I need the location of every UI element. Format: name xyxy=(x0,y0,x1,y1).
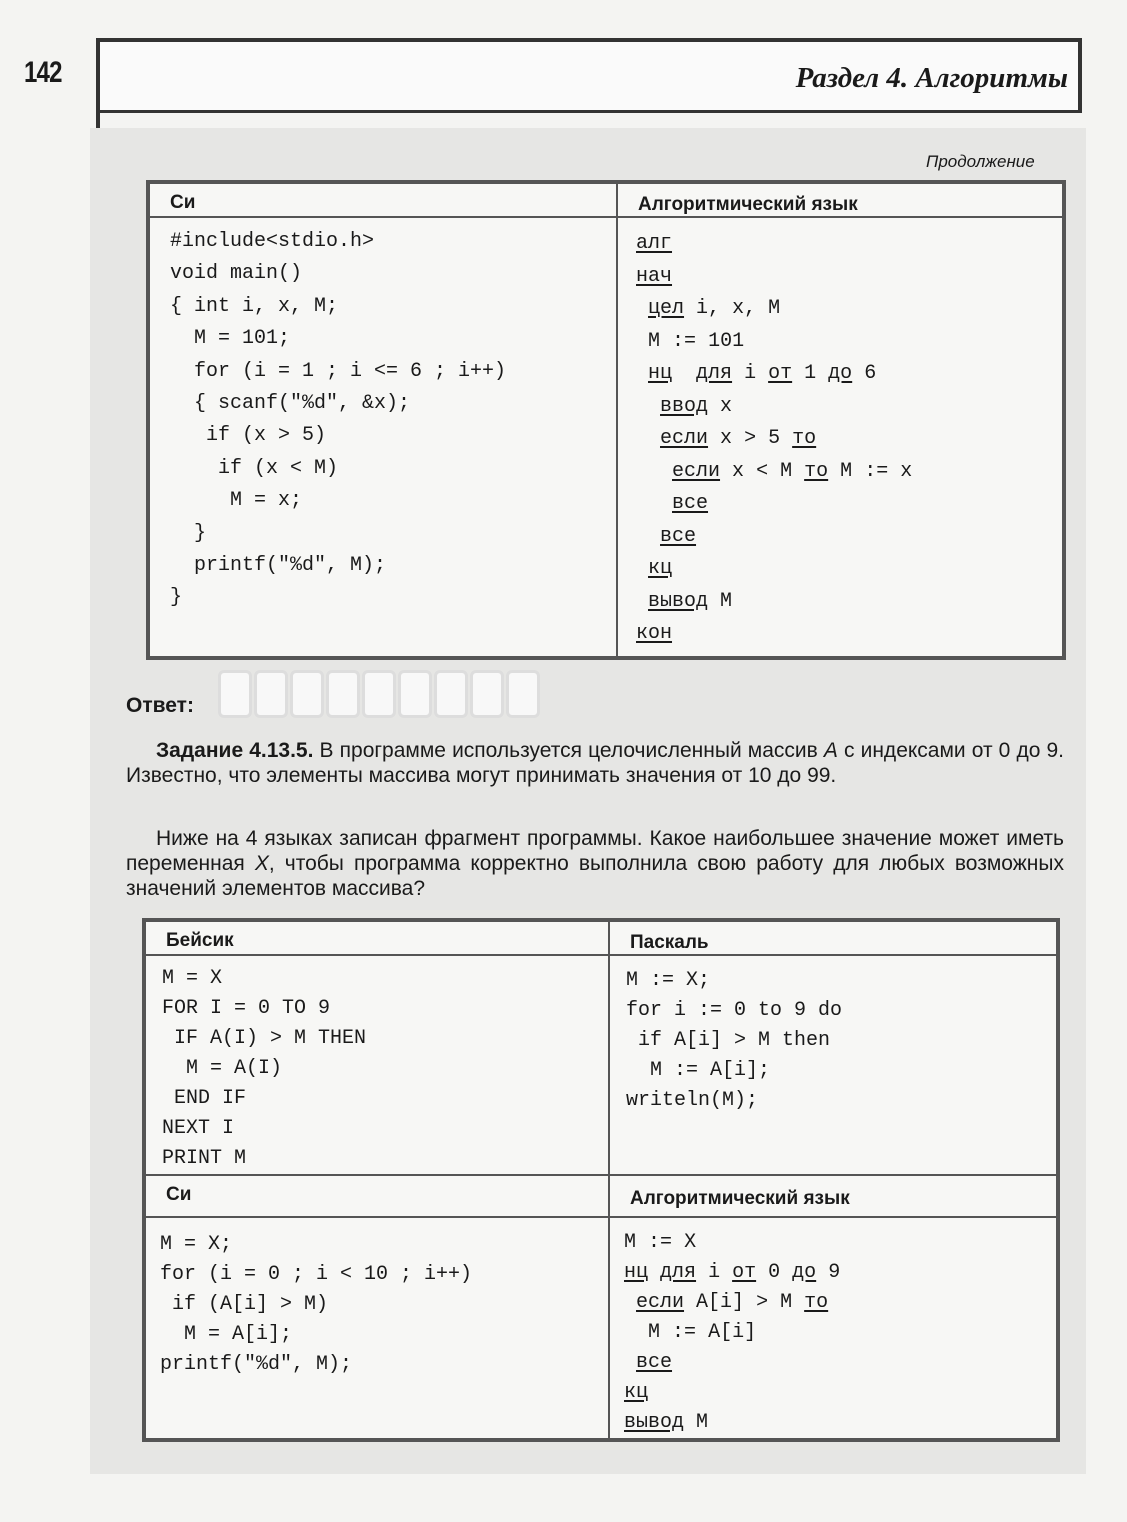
code-algorithmic-2 xyxy=(610,1218,1056,1438)
column-title-pascal: Паскаль xyxy=(630,932,709,953)
code-line: кц xyxy=(624,1381,649,1404)
code-line: M = A(I) xyxy=(162,1057,283,1080)
code-line: writeln(M); xyxy=(626,1089,759,1112)
code-line: M := 101 xyxy=(648,329,745,353)
code-line: PRINT M xyxy=(162,1147,247,1170)
code-line: for (i = 1 ; i <= 6 ; i++) xyxy=(170,359,507,383)
answer-input[interactable] xyxy=(218,670,542,718)
code-line: for (i = 0 ; i < 10 ; i++) xyxy=(160,1263,473,1286)
code-line: кц xyxy=(648,557,673,580)
code-line: нц для i от 0 до 9 xyxy=(624,1261,841,1284)
task-variable: A xyxy=(823,739,838,762)
task-paragraph-2 xyxy=(126,826,1064,901)
code-line: вывод M xyxy=(624,1411,709,1434)
code-line: нач xyxy=(636,264,673,288)
task-variable: X xyxy=(254,852,269,875)
code-line: M = X xyxy=(162,967,223,990)
answer-box[interactable] xyxy=(398,670,432,718)
code-line: если x < M то M := x xyxy=(672,459,913,483)
code-pascal xyxy=(610,956,1056,1116)
code-line: NEXT I xyxy=(162,1117,235,1140)
section-title: Раздел 4. Алгоритмы xyxy=(795,62,1068,94)
code-line: M := X xyxy=(624,1231,697,1254)
task-text: с индексами от 0 до 9. Известно, что элементы массива могут принимать значения от 10 до 99. xyxy=(126,739,1065,787)
code-line: если x > 5 то xyxy=(660,427,817,450)
code-line: нц для i от 1 до 6 xyxy=(648,362,877,385)
answer-box[interactable] xyxy=(254,670,288,718)
code-line: все xyxy=(672,492,709,515)
code-line: если A[i] > M то xyxy=(636,1291,829,1314)
code-line: printf("%d", M); xyxy=(160,1353,353,1376)
column-title-c: Си xyxy=(170,192,196,213)
code-algorithmic xyxy=(618,218,1062,651)
code-line: M := X; xyxy=(626,969,711,992)
program-table-1 xyxy=(146,180,1066,660)
answer-box[interactable] xyxy=(290,670,324,718)
code-line: все xyxy=(636,1351,673,1374)
code-line: { int i, x, M; xyxy=(170,294,339,318)
code-c xyxy=(150,218,616,615)
answer-box[interactable] xyxy=(326,670,360,718)
code-line: } xyxy=(170,521,207,545)
code-line: алг xyxy=(636,232,673,255)
code-line: M := A[i]; xyxy=(626,1059,771,1082)
code-line: void main() xyxy=(170,262,303,286)
code-line: #include<stdio.h> xyxy=(170,230,375,253)
column-title-algorithmic: Алгоритмический язык xyxy=(638,194,858,215)
column-title-algorithmic: Алгоритмический язык xyxy=(630,1188,850,1209)
column-title-basic: Бейсик xyxy=(166,930,234,951)
code-line: IF A(I) > M THEN xyxy=(162,1027,367,1050)
task-title: Задание 4.13.5. xyxy=(156,739,314,762)
task-text: В программе используется целочисленный массив xyxy=(313,739,824,762)
answer-box[interactable] xyxy=(434,670,468,718)
page-number: 142 xyxy=(24,56,62,89)
page-header xyxy=(96,38,1082,113)
code-line: } xyxy=(170,586,183,610)
column-title-c: Си xyxy=(166,1184,192,1205)
code-line: M = x; xyxy=(170,489,303,513)
code-line: цел i, x, M xyxy=(648,297,781,320)
code-line: if (x < M) xyxy=(170,456,339,480)
continuation-label: Продолжение xyxy=(926,152,1035,171)
answer-label: Ответ: xyxy=(126,694,194,717)
task-paragraph-1 xyxy=(126,738,1064,788)
code-basic xyxy=(146,956,608,1174)
code-line: FOR I = 0 TO 9 xyxy=(162,997,331,1020)
code-line: все xyxy=(660,524,697,548)
program-table-2 xyxy=(142,918,1060,1442)
task-text: , чтобы программа корректно выполнила свою работу для любых возможных значений элементов массива? xyxy=(126,852,1064,900)
code-line: M = A[i]; xyxy=(160,1323,293,1346)
code-line: printf("%d", M); xyxy=(170,554,387,578)
answer-box[interactable] xyxy=(218,670,252,718)
header-divider xyxy=(96,106,100,128)
code-line: if A[i] > M then xyxy=(626,1029,831,1052)
code-line: { scanf("%d", &x); xyxy=(170,392,411,416)
answer-box[interactable] xyxy=(470,670,504,718)
code-line: ввод x xyxy=(660,394,733,418)
code-line: M := A[i] xyxy=(648,1321,757,1344)
code-line: END IF xyxy=(162,1087,247,1110)
code-line: M = X; xyxy=(160,1233,233,1256)
code-line: вывод M xyxy=(648,589,733,613)
code-line: if (x > 5) xyxy=(170,424,327,448)
code-line: M = 101; xyxy=(170,327,291,351)
task-text: Ниже на 4 языках записан фрагмент программы. Какое наибольшее значение может иметь переменная xyxy=(126,827,1064,875)
code-c-2 xyxy=(146,1218,608,1380)
code-line: if (A[i] > M) xyxy=(160,1293,329,1316)
answer-box[interactable] xyxy=(506,670,540,718)
code-line: for i := 0 to 9 do xyxy=(626,999,843,1022)
answer-box[interactable] xyxy=(362,670,396,718)
code-line: кон xyxy=(636,622,673,645)
